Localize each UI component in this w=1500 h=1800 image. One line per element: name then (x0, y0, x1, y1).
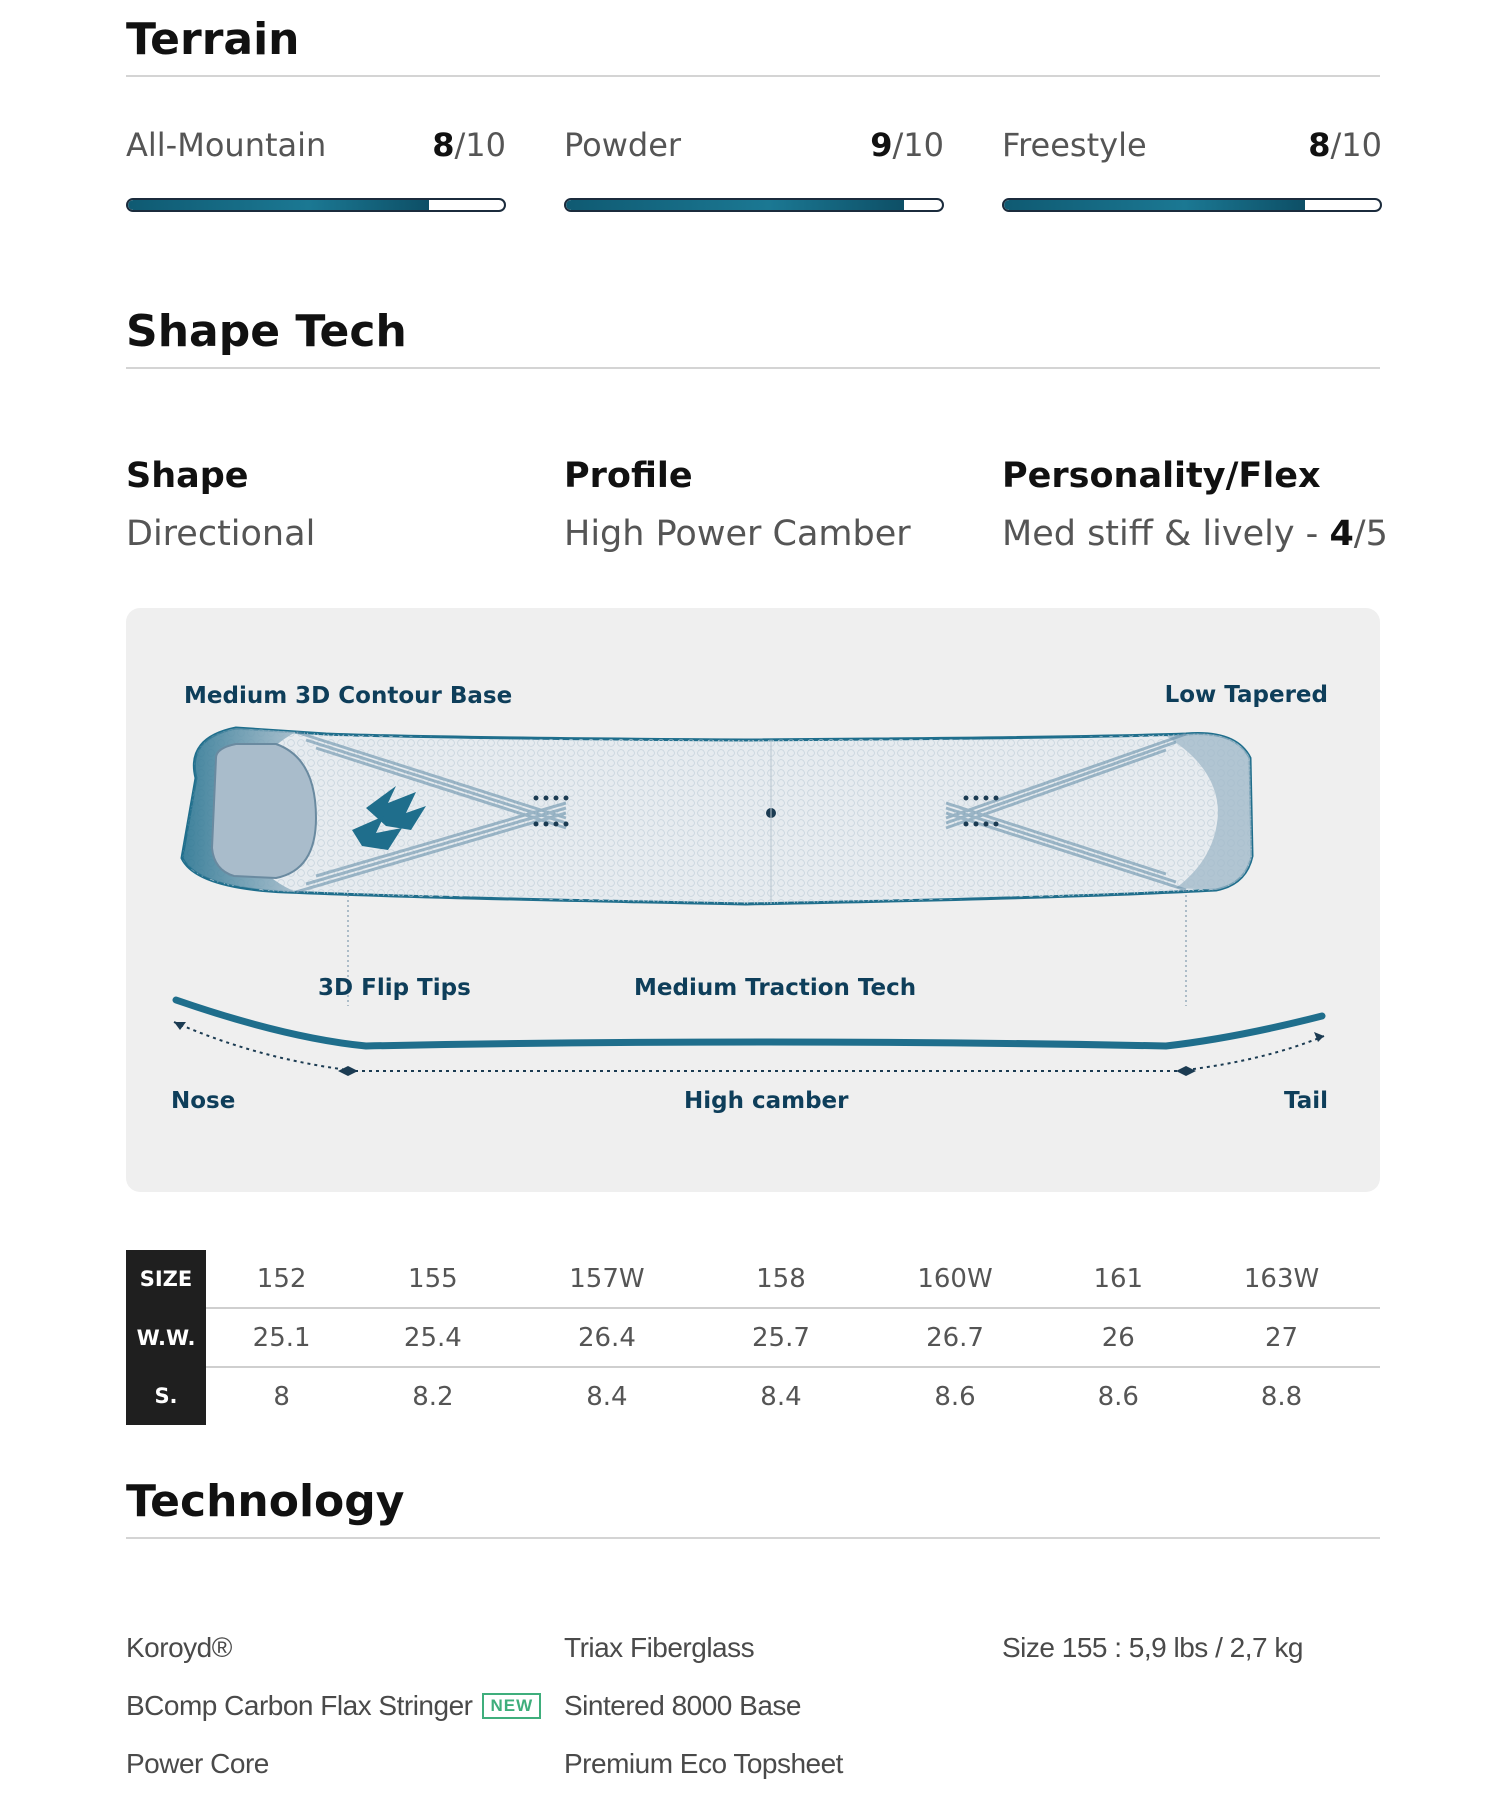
table-cell: 26.7 (857, 1308, 1054, 1367)
size-chart-table (126, 1250, 1380, 1425)
tech-bcomp-stringer: BComp Carbon Flax Stringer NEW (126, 1690, 541, 1722)
rating-bar (126, 198, 506, 212)
rating-label: Powder (564, 126, 682, 164)
table-row-sidecut (126, 1367, 1380, 1425)
label-traction-tech: Medium Traction Tech (634, 975, 917, 1001)
terrain-heading: Terrain (126, 14, 1380, 77)
table-cell: 8.8 (1183, 1367, 1380, 1425)
table-cell: 155 (408, 1263, 458, 1294)
spec-value: Directional (126, 514, 316, 554)
technology-heading: Technology (126, 1476, 1380, 1539)
label-high-camber: High camber (684, 1088, 849, 1114)
spec-key: Personality/Flex (1002, 456, 1321, 496)
rating-score: 8/10 (1308, 126, 1382, 164)
spec-key: Shape (126, 456, 249, 496)
table-cell: 161 (1093, 1263, 1144, 1294)
table-cell: 8.4 (509, 1367, 706, 1425)
table-cell: 158 (756, 1263, 806, 1294)
board-profile (176, 1000, 1322, 1046)
shape-tech-heading: Shape Tech (126, 306, 1380, 369)
rating-bar-fill (128, 200, 429, 210)
table-cell: 25.4 (357, 1308, 508, 1367)
spec-personality-flex (1002, 456, 1422, 554)
label-contour-base: Medium 3D Contour Base (184, 683, 513, 709)
spec-value: High Power Camber (564, 514, 911, 554)
label-flip-tips: 3D Flip Tips (318, 975, 471, 1001)
rating-freestyle (1002, 126, 1382, 164)
table-cell: 27 (1183, 1308, 1380, 1367)
table-row-waist-width (126, 1308, 1380, 1367)
table-cell: 8 (206, 1367, 357, 1425)
table-cell: 157W (569, 1263, 645, 1294)
tech-eco-topsheet: Premium Eco Topsheet (564, 1748, 843, 1779)
row-header: S. (126, 1367, 206, 1425)
label-low-tapered: Low Tapered (1164, 682, 1328, 708)
new-badge: NEW (482, 1693, 541, 1719)
table-cell: 25.1 (206, 1308, 357, 1367)
rating-bar (564, 198, 944, 212)
table-cell: 26.4 (509, 1308, 706, 1367)
spec-shape (126, 456, 546, 554)
table-cell: 26 (1053, 1308, 1183, 1367)
rating-label: Freestyle (1002, 126, 1147, 164)
table-cell: 8.4 (705, 1367, 856, 1425)
tech-sintered-base: Sintered 8000 Base (564, 1690, 801, 1721)
table-cell: 163W (1243, 1263, 1320, 1294)
rating-score: 9/10 (870, 126, 944, 164)
rating-all-mountain (126, 126, 506, 164)
tech-koroyd: Koroyd® (126, 1632, 232, 1663)
rating-score: 8/10 (432, 126, 506, 164)
rating-bar-fill (566, 200, 904, 210)
table-cell: 8.6 (857, 1367, 1054, 1425)
table-cell: 8.6 (1053, 1367, 1183, 1425)
table-cell: 152 (256, 1263, 307, 1294)
tech-triax-fiberglass: Triax Fiberglass (564, 1632, 755, 1663)
label-nose: Nose (171, 1088, 236, 1114)
table-cell: 160W (917, 1263, 993, 1294)
table-cell: 25.7 (705, 1308, 856, 1367)
tech-power-core: Power Core (126, 1748, 269, 1779)
table-cell: 8.2 (357, 1367, 508, 1425)
rating-label: All-Mountain (126, 126, 327, 164)
tech-weight: Size 155 : 5,9 lbs / 2,7 kg (1002, 1632, 1303, 1663)
rating-bar (1002, 198, 1382, 212)
board-diagram (126, 608, 1380, 1192)
spec-value: Med stiff & lively - 4/5 (1002, 514, 1388, 554)
spec-key: Profile (564, 456, 693, 496)
label-tail: Tail (1283, 1088, 1328, 1114)
rating-bar-fill (1004, 200, 1305, 210)
row-header: SIZE (126, 1250, 206, 1308)
rating-powder (564, 126, 944, 164)
table-row-size (126, 1250, 1380, 1308)
row-header: W.W. (126, 1308, 206, 1367)
spec-profile (564, 456, 984, 554)
